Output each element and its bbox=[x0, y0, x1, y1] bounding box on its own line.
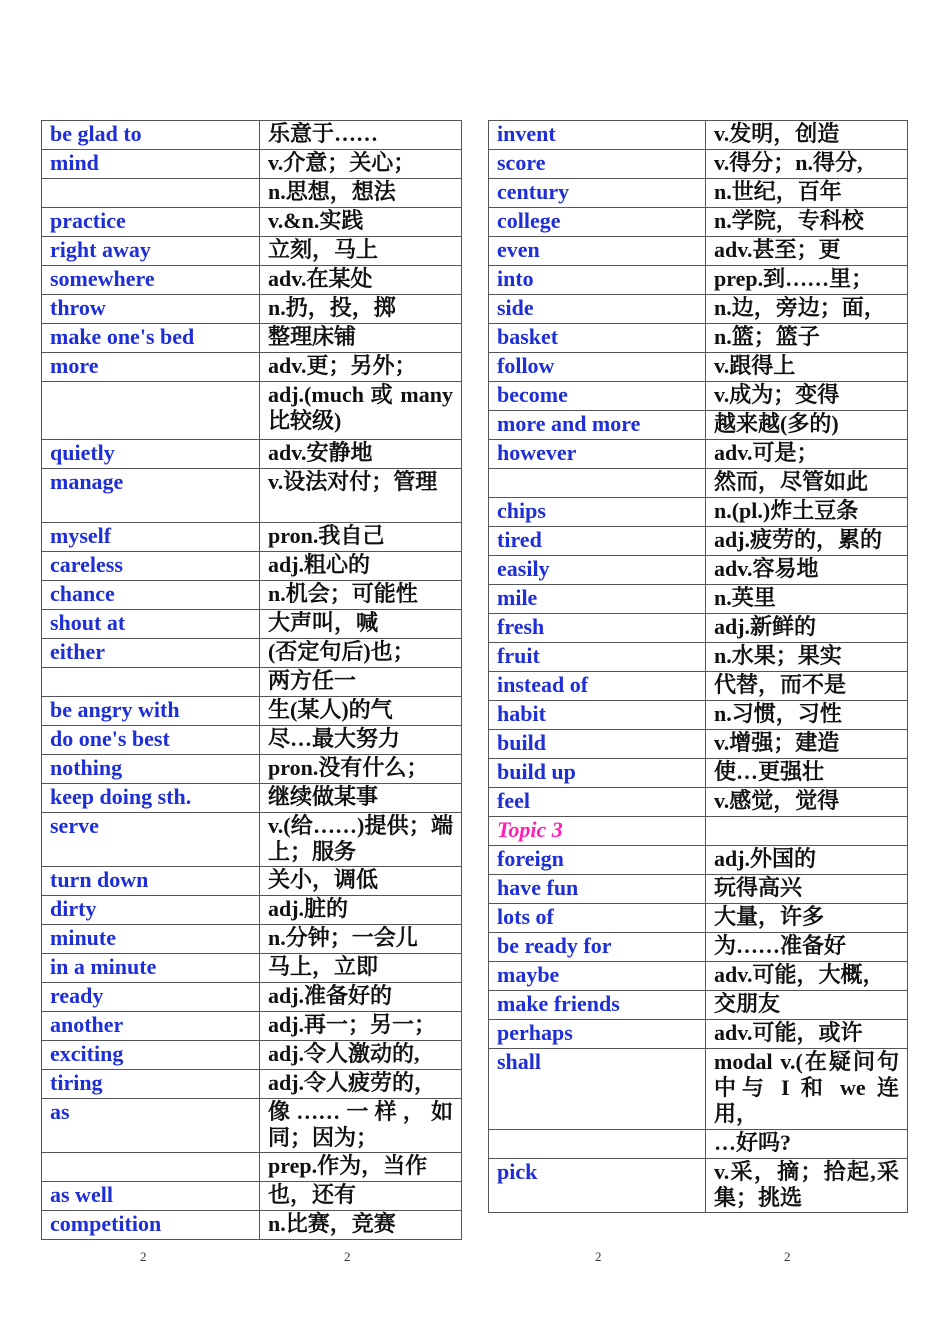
chinese-meaning: n.边，旁边；面， bbox=[706, 295, 908, 324]
english-word: foreign bbox=[489, 846, 706, 875]
english-word: another bbox=[42, 1012, 260, 1041]
chinese-meaning: 大声叫，喊 bbox=[260, 610, 462, 639]
chinese-meaning: 大量，许多 bbox=[706, 904, 908, 933]
vocab-row bbox=[489, 701, 908, 730]
chinese-meaning: adj.新鲜的 bbox=[706, 614, 908, 643]
english-word: century bbox=[489, 179, 706, 208]
english-word: chance bbox=[42, 581, 260, 610]
chinese-meaning: (否定句后)也； bbox=[260, 639, 462, 668]
vocab-row bbox=[489, 730, 908, 759]
vocab-row bbox=[489, 759, 908, 788]
english-word bbox=[489, 1130, 706, 1159]
chinese-meaning: adj.外国的 bbox=[706, 846, 908, 875]
vocab-row bbox=[489, 179, 908, 208]
topic-heading: Topic 3 bbox=[489, 817, 706, 846]
chinese-meaning: v.跟得上 bbox=[706, 353, 908, 382]
english-word: myself bbox=[42, 523, 260, 552]
chinese-meaning: adj.令人激动的, bbox=[260, 1041, 462, 1070]
chinese-meaning: 交朋友 bbox=[706, 991, 908, 1020]
vocab-row bbox=[489, 846, 908, 875]
english-word: mile bbox=[489, 585, 706, 614]
vocab-row bbox=[42, 179, 462, 208]
english-word: dirty bbox=[42, 896, 260, 925]
chinese-meaning: 然而，尽管如此 bbox=[706, 469, 908, 498]
english-word: practice bbox=[42, 208, 260, 237]
english-word: be ready for bbox=[489, 933, 706, 962]
vocab-row bbox=[42, 954, 462, 983]
page-number: 2 bbox=[595, 1249, 602, 1264]
vocab-row bbox=[489, 1130, 908, 1159]
vocab-row bbox=[489, 672, 908, 701]
english-word: lots of bbox=[489, 904, 706, 933]
chinese-meaning: 乐意于…… bbox=[260, 121, 462, 150]
chinese-meaning: modal v.(在疑问句中与 I 和 we 连用， bbox=[706, 1049, 908, 1130]
vocab-row bbox=[489, 614, 908, 643]
english-word: even bbox=[489, 237, 706, 266]
english-word: more bbox=[42, 353, 260, 382]
english-word: as well bbox=[42, 1182, 260, 1211]
vocab-row bbox=[42, 581, 462, 610]
english-word: however bbox=[489, 440, 706, 469]
english-word: basket bbox=[489, 324, 706, 353]
chinese-meaning: n.比赛，竞赛 bbox=[260, 1211, 462, 1240]
vocab-row bbox=[489, 527, 908, 556]
chinese-meaning: n.世纪，百年 bbox=[706, 179, 908, 208]
chinese-meaning: 尽…最大努力 bbox=[260, 726, 462, 755]
vocab-row bbox=[42, 552, 462, 581]
chinese-meaning: adv.甚至；更 bbox=[706, 237, 908, 266]
left-vocab-table-body bbox=[42, 121, 462, 1240]
vocab-row bbox=[42, 324, 462, 353]
chinese-meaning: v.发明，创造 bbox=[706, 121, 908, 150]
chinese-meaning: adv.可能，或许 bbox=[706, 1020, 908, 1049]
chinese-meaning: n.思想，想法 bbox=[260, 179, 462, 208]
chinese-meaning: v.(给……)提供；端上；服务 bbox=[260, 813, 462, 867]
english-word: have fun bbox=[489, 875, 706, 904]
vocab-row bbox=[42, 523, 462, 552]
english-word: throw bbox=[42, 295, 260, 324]
chinese-meaning: v.&n.实践 bbox=[260, 208, 462, 237]
vocab-row bbox=[42, 983, 462, 1012]
english-word: shout at bbox=[42, 610, 260, 639]
chinese-meaning: v.成为；变得 bbox=[706, 382, 908, 411]
chinese-meaning: …好吗? bbox=[706, 1130, 908, 1159]
chinese-meaning: 为……准备好 bbox=[706, 933, 908, 962]
english-word: tiring bbox=[42, 1070, 260, 1099]
vocab-row bbox=[489, 643, 908, 672]
vocab-row bbox=[42, 1070, 462, 1099]
english-word: be angry with bbox=[42, 697, 260, 726]
english-word: minute bbox=[42, 925, 260, 954]
chinese-meaning: adj.疲劳的，累的 bbox=[706, 527, 908, 556]
english-word: score bbox=[489, 150, 706, 179]
vocab-row bbox=[489, 324, 908, 353]
vocab-row bbox=[42, 353, 462, 382]
chinese-meaning: adj.脏的 bbox=[260, 896, 462, 925]
chinese-meaning: 使…更强壮 bbox=[706, 759, 908, 788]
english-word bbox=[42, 1153, 260, 1182]
chinese-meaning: n.机会；可能性 bbox=[260, 581, 462, 610]
english-word bbox=[42, 668, 260, 697]
chinese-meaning: 关小，调低 bbox=[260, 867, 462, 896]
vocab-row bbox=[489, 585, 908, 614]
vocab-row bbox=[42, 121, 462, 150]
chinese-meaning: 立刻，马上 bbox=[260, 237, 462, 266]
vocab-row bbox=[489, 382, 908, 411]
english-word: build up bbox=[489, 759, 706, 788]
vocab-row bbox=[42, 1099, 462, 1153]
vocab-row bbox=[42, 1012, 462, 1041]
english-word: either bbox=[42, 639, 260, 668]
vocab-row bbox=[42, 610, 462, 639]
english-word: careless bbox=[42, 552, 260, 581]
english-word: competition bbox=[42, 1211, 260, 1240]
vocab-row bbox=[489, 1049, 908, 1130]
english-word: mind bbox=[42, 150, 260, 179]
vocab-row bbox=[489, 150, 908, 179]
chinese-meaning: n.篮；篮子 bbox=[706, 324, 908, 353]
vocab-row bbox=[42, 469, 462, 523]
english-word: college bbox=[489, 208, 706, 237]
chinese-meaning: 也，还有 bbox=[260, 1182, 462, 1211]
english-word: somewhere bbox=[42, 266, 260, 295]
vocab-row bbox=[489, 295, 908, 324]
chinese-meaning: 玩得高兴 bbox=[706, 875, 908, 904]
english-word: chips bbox=[489, 498, 706, 527]
chinese-meaning: adv.可是； bbox=[706, 440, 908, 469]
vocab-row bbox=[42, 266, 462, 295]
chinese-meaning: pron.没有什么； bbox=[260, 755, 462, 784]
vocab-row bbox=[489, 208, 908, 237]
chinese-meaning: adj.准备好的 bbox=[260, 983, 462, 1012]
chinese-meaning: adj.粗心的 bbox=[260, 552, 462, 581]
page-number: 2 bbox=[784, 1249, 791, 1264]
english-word: easily bbox=[489, 556, 706, 585]
english-word: nothing bbox=[42, 755, 260, 784]
vocab-row bbox=[42, 668, 462, 697]
english-word: serve bbox=[42, 813, 260, 867]
chinese-meaning: v.增强；建造 bbox=[706, 730, 908, 759]
english-word: in a minute bbox=[42, 954, 260, 983]
chinese-meaning: adv.更；另外； bbox=[260, 353, 462, 382]
chinese-meaning: 继续做某事 bbox=[260, 784, 462, 813]
vocab-row bbox=[489, 498, 908, 527]
chinese-meaning: 整理床铺 bbox=[260, 324, 462, 353]
vocab-row bbox=[42, 208, 462, 237]
english-word: shall bbox=[489, 1049, 706, 1130]
vocab-row bbox=[42, 440, 462, 469]
chinese-meaning: n.习惯，习性 bbox=[706, 701, 908, 730]
english-word: make friends bbox=[489, 991, 706, 1020]
chinese-meaning: n.(pl.)炸土豆条 bbox=[706, 498, 908, 527]
chinese-meaning: n.水果；果实 bbox=[706, 643, 908, 672]
english-word: into bbox=[489, 266, 706, 295]
page-number: 2 bbox=[344, 1249, 351, 1264]
english-word: tired bbox=[489, 527, 706, 556]
chinese-meaning: adv.安静地 bbox=[260, 440, 462, 469]
english-word: do one's best bbox=[42, 726, 260, 755]
chinese-meaning: 代替，而不是 bbox=[706, 672, 908, 701]
vocab-row bbox=[489, 817, 908, 846]
right-vocab-table bbox=[488, 120, 908, 1213]
english-word: fresh bbox=[489, 614, 706, 643]
vocab-row bbox=[42, 295, 462, 324]
english-word: right away bbox=[42, 237, 260, 266]
chinese-meaning: adj.再一；另一； bbox=[260, 1012, 462, 1041]
english-word: as bbox=[42, 1099, 260, 1153]
vocab-row bbox=[489, 469, 908, 498]
left-vocab-table bbox=[41, 120, 462, 1240]
english-word: keep doing sth. bbox=[42, 784, 260, 813]
vocab-row bbox=[489, 962, 908, 991]
english-word: habit bbox=[489, 701, 706, 730]
english-word: exciting bbox=[42, 1041, 260, 1070]
vocab-row bbox=[42, 813, 462, 867]
vocab-row bbox=[42, 1041, 462, 1070]
chinese-meaning: adv.在某处 bbox=[260, 266, 462, 295]
chinese-meaning: v.介意；关心； bbox=[260, 150, 462, 179]
vocab-row bbox=[489, 788, 908, 817]
english-word: side bbox=[489, 295, 706, 324]
vocab-row bbox=[489, 237, 908, 266]
english-word: follow bbox=[489, 353, 706, 382]
chinese-meaning: 像……一样，如同；因为； bbox=[260, 1099, 462, 1153]
english-word bbox=[42, 179, 260, 208]
chinese-meaning: adj.(much 或 many 比较级) bbox=[260, 382, 462, 440]
chinese-meaning: 生(某人)的气 bbox=[260, 697, 462, 726]
english-word: pick bbox=[489, 1159, 706, 1213]
page-number: 2 bbox=[140, 1249, 147, 1264]
vocab-row bbox=[42, 237, 462, 266]
vocab-row bbox=[42, 150, 462, 179]
english-word: be glad to bbox=[42, 121, 260, 150]
chinese-meaning: adv.可能，大概， bbox=[706, 962, 908, 991]
chinese-meaning: v.感觉，觉得 bbox=[706, 788, 908, 817]
chinese-meaning bbox=[706, 817, 908, 846]
chinese-meaning: v.设法对付；管理 bbox=[260, 469, 462, 523]
english-word: fruit bbox=[489, 643, 706, 672]
chinese-meaning: n.英里 bbox=[706, 585, 908, 614]
vocab-row bbox=[42, 755, 462, 784]
english-word: ready bbox=[42, 983, 260, 1012]
english-word: manage bbox=[42, 469, 260, 523]
english-word: quietly bbox=[42, 440, 260, 469]
vocab-row bbox=[489, 933, 908, 962]
english-word: build bbox=[489, 730, 706, 759]
english-word bbox=[42, 382, 260, 440]
vocab-row bbox=[42, 1211, 462, 1240]
chinese-meaning: 越来越(多的) bbox=[706, 411, 908, 440]
vocab-row bbox=[42, 1182, 462, 1211]
chinese-meaning: adj.令人疲劳的， bbox=[260, 1070, 462, 1099]
vocab-row bbox=[489, 991, 908, 1020]
vocab-row bbox=[489, 353, 908, 382]
right-vocab-table-body bbox=[489, 121, 908, 1213]
english-word: instead of bbox=[489, 672, 706, 701]
chinese-meaning: 马上，立即 bbox=[260, 954, 462, 983]
vocab-row bbox=[42, 896, 462, 925]
english-word: maybe bbox=[489, 962, 706, 991]
english-word: make one's bed bbox=[42, 324, 260, 353]
chinese-meaning: prep.作为，当作 bbox=[260, 1153, 462, 1182]
chinese-meaning: n.扔，投，掷 bbox=[260, 295, 462, 324]
chinese-meaning: 两方任一 bbox=[260, 668, 462, 697]
vocab-row bbox=[489, 1159, 908, 1213]
chinese-meaning: v.得分；n.得分, bbox=[706, 150, 908, 179]
chinese-meaning: v.采，摘；拾起,采集；挑选 bbox=[706, 1159, 908, 1213]
vocab-row bbox=[489, 266, 908, 295]
chinese-meaning: n.学院，专科校 bbox=[706, 208, 908, 237]
vocab-row bbox=[489, 556, 908, 585]
vocab-row bbox=[489, 121, 908, 150]
vocab-row bbox=[42, 867, 462, 896]
chinese-meaning: adv.容易地 bbox=[706, 556, 908, 585]
english-word: feel bbox=[489, 788, 706, 817]
chinese-meaning: n.分钟；一会儿 bbox=[260, 925, 462, 954]
vocab-row bbox=[489, 904, 908, 933]
english-word: more and more bbox=[489, 411, 706, 440]
vocab-row bbox=[42, 784, 462, 813]
chinese-meaning: pron.我自己 bbox=[260, 523, 462, 552]
vocab-row bbox=[489, 440, 908, 469]
english-word: perhaps bbox=[489, 1020, 706, 1049]
vocab-row bbox=[42, 1153, 462, 1182]
vocab-row bbox=[489, 411, 908, 440]
english-word: turn down bbox=[42, 867, 260, 896]
vocab-row bbox=[489, 1020, 908, 1049]
vocab-row bbox=[42, 726, 462, 755]
vocab-row bbox=[42, 639, 462, 668]
english-word bbox=[489, 469, 706, 498]
chinese-meaning: prep.到……里； bbox=[706, 266, 908, 295]
vocab-row bbox=[42, 925, 462, 954]
english-word: become bbox=[489, 382, 706, 411]
vocab-row bbox=[42, 382, 462, 440]
english-word: invent bbox=[489, 121, 706, 150]
vocab-row bbox=[489, 875, 908, 904]
vocab-row bbox=[42, 697, 462, 726]
